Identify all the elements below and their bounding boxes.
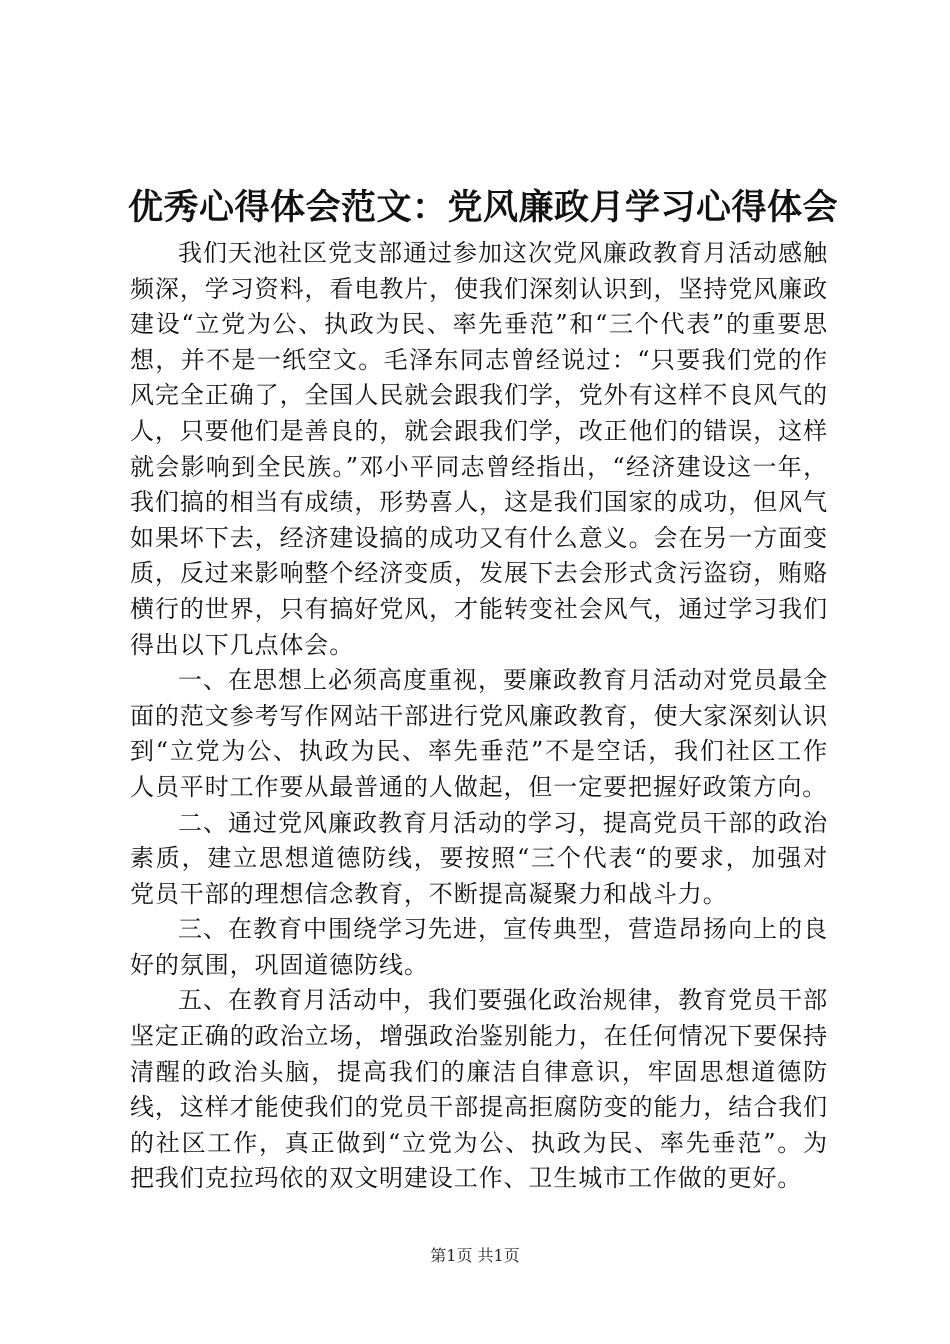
document-body	[130, 236, 828, 1197]
paragraph-point-3: 三、在教育中围绕学习先进，宣传典型，营造昂扬向上的良好的氛围，巩固道德防线。	[130, 915, 828, 979]
paragraph-intro: 我们天池社区党支部通过参加这次党风廉政教育月活动感触频深，学习资料，看电教片，使我们深刻认识到，坚持党风廉政建设“立党为公、执政为民、率先垂范”和“三个代表”的重要思想，并不是一纸空文。毛泽东同志曾经说过：“只要我们党的作风完全正确了，全国人民就会跟我们学，党外有这样不良风气的人，只要他们是善良的，就会跟我们学，改正他们的错误，这样就会影响到全民族。”邓小平同志曾经指出，“经济建设这一年，我们搞的相当有成绩，形势喜人，这是我们国家的成功，但风气如果坏下去，经济建设搞的成功又有什么意义。会在另一方面变质，反过来影响整个经济变质，发展下去会形式贪污盗窃，贿赂横行的世界，只有搞好党风，才能转变社会风气，通过学习我们得出以下几点体会。	[130, 239, 828, 659]
page-footer: 第1页 共1页	[430, 1246, 520, 1265]
paragraph-point-2: 二、通过党风廉政教育月活动的学习，提高党员干部的政治素质，建立思想道德防线，要按照“三个代表“的要求，加强对党员干部的理想信念教育，不断提高凝聚力和战斗力。	[130, 808, 828, 908]
paragraph-point-1: 一、在思想上必须高度重视，要廉政教育月活动对党员最全面的范文参考写作网站干部进行党风廉政教育，使大家深刻认识到“立党为公、执政为民、率先垂范”不是空话，我们社区工作人员平时工作要从最普通的人做起，但一定要把握好政策方向。	[130, 666, 828, 801]
paragraph-point-5: 五、在教育月活动中，我们要强化政治规律，教育党员干部坚定正确的政治立场，增强政治鉴别能力，在任何情况下要保持清醒的政治头脑，提高我们的廉洁自律意识，牢固思想道德防线，这样才能使我们的党员干部提高拒腐防变的能力，结合我们的社区工作，真正做到“立党为公、执政为民、率先垂范”。为把我们克拉玛依的双文明建设工作、卫生城市工作做的更好。	[130, 986, 828, 1193]
document-title: 优秀心得体会范文：党风廉政月学习心得体会	[128, 187, 839, 228]
